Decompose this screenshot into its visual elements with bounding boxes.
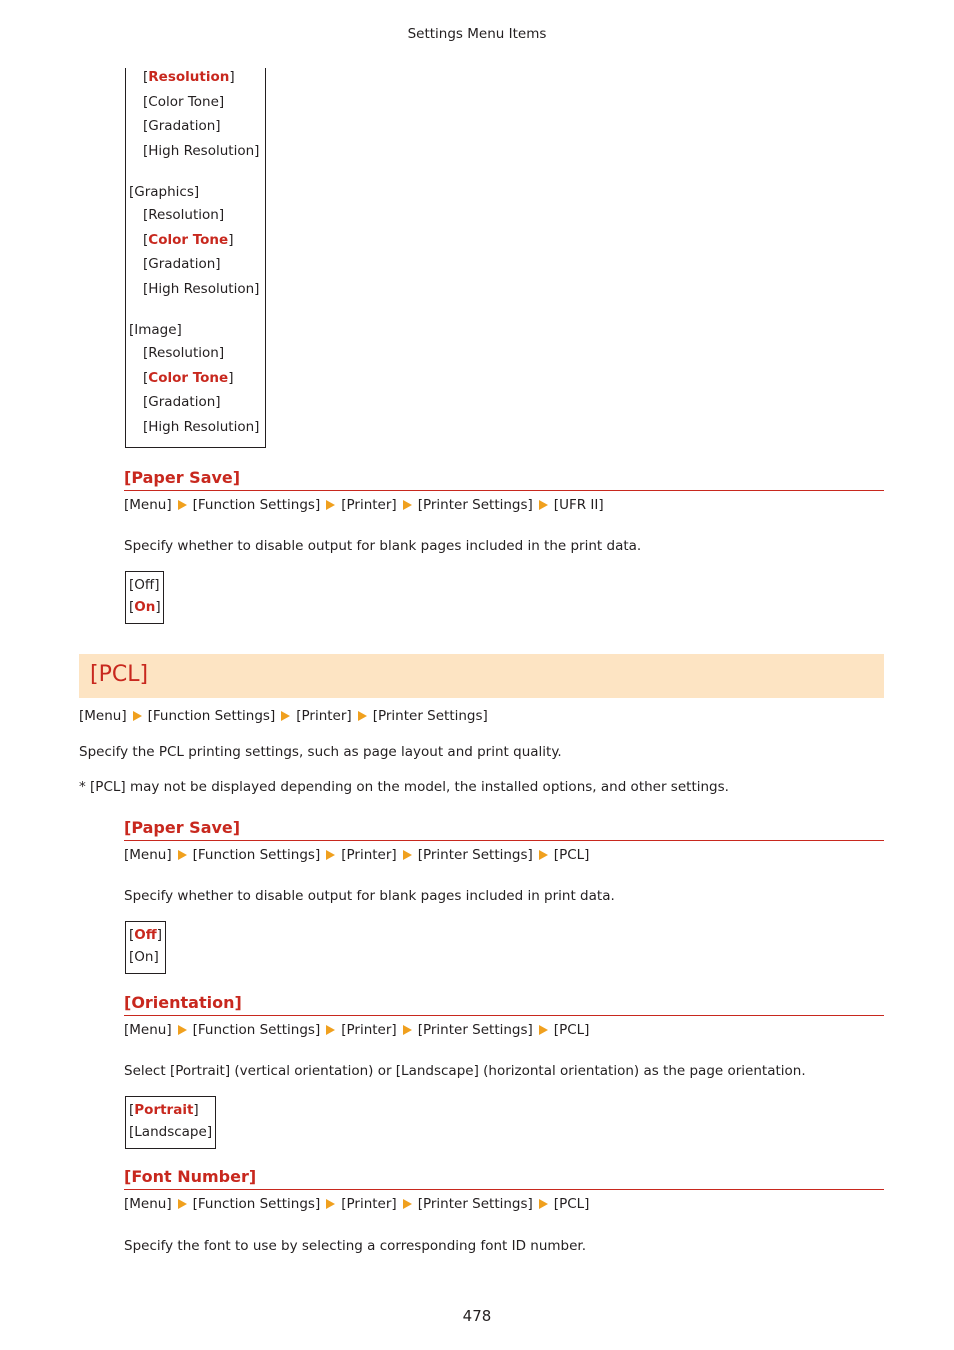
arrow-right-icon (539, 1199, 548, 1209)
arrow-right-icon (539, 850, 548, 860)
menu-path-step: [Printer] (341, 1196, 397, 1212)
arrow-right-icon (403, 1199, 412, 1209)
description-paper-save-pcl: Specify whether to disable output for blank pages included in print data. (124, 888, 615, 904)
arrow-right-icon (403, 1025, 412, 1035)
menu-path-step: [Menu] (79, 708, 127, 724)
description-font-number: Specify the font to use by selecting a corresponding font ID number. (124, 1238, 587, 1254)
arrow-right-icon (178, 1025, 187, 1035)
description-pcl: Specify the PCL printing settings, such as page layout and print quality. (79, 744, 562, 760)
menu-path-step: [Function Settings] (192, 497, 321, 513)
option-item: [Landscape] (129, 1124, 213, 1140)
option-item: [Portrait] (129, 1102, 199, 1118)
option-item: [Color Tone] (143, 93, 225, 110)
arrow-right-icon (326, 1025, 335, 1035)
option-item: [Gradation] (143, 118, 221, 134)
description-paper-save-ufr: Specify whether to disable output for blank pages included in the print data. (124, 538, 642, 554)
arrow-right-icon (358, 711, 367, 721)
arrow-right-icon (326, 850, 335, 860)
group-title-graphics: [Graphics] (129, 184, 200, 200)
section-heading-paper-save-ufr: [Paper Save] (124, 468, 884, 491)
menu-path-step: [PCL] (553, 1022, 590, 1038)
menu-path-pcl (79, 708, 488, 724)
menu-path-step: [Menu] (124, 847, 172, 863)
menu-path-step: [Printer] (341, 847, 397, 863)
arrow-right-icon (281, 711, 290, 721)
arrow-right-icon (539, 1025, 548, 1035)
menu-path-orientation (124, 1022, 589, 1038)
option-item: [On] (129, 949, 159, 965)
page-number: 478 (462, 1307, 492, 1325)
menu-path-step: [Function Settings] (192, 1022, 321, 1038)
description-orientation: Select [Portrait] (vertical orientation) or [Landscape] (horizontal orientation) as the page orientation. (124, 1063, 806, 1079)
option-item: [Gradation] (143, 256, 221, 272)
section-heading-orientation: [Orientation] (124, 993, 884, 1016)
menu-path-step: [Function Settings] (192, 1196, 321, 1212)
arrow-right-icon (403, 500, 412, 510)
menu-path-step: [UFR II] (553, 497, 604, 513)
menu-path-paper-save-pcl (124, 847, 589, 863)
menu-path-font-number (124, 1196, 589, 1212)
note-pcl: * [PCL] may not be displayed depending on the model, the installed options, and other settings. (79, 779, 729, 795)
section-heading-paper-save-pcl: [Paper Save] (124, 818, 884, 841)
arrow-right-icon (133, 711, 142, 721)
group-title-image: [Image] (129, 322, 182, 338)
menu-path-step: [Printer] (341, 497, 397, 513)
option-item: [High Resolution] (143, 280, 260, 297)
section-heading-font-number: [Font Number] (124, 1167, 884, 1190)
option-item: [Color Tone] (143, 369, 234, 386)
arrow-right-icon (178, 850, 187, 860)
menu-path-step: [Printer Settings] (417, 847, 533, 863)
arrow-right-icon (178, 500, 187, 510)
option-item: [High Resolution] (143, 142, 260, 159)
arrow-right-icon (403, 850, 412, 860)
menu-path-step: [Function Settings] (147, 708, 276, 724)
menu-path-ufr (124, 497, 604, 513)
menu-path-step: [Menu] (124, 1196, 172, 1212)
menu-path-step: [Function Settings] (192, 847, 321, 863)
arrow-right-icon (326, 500, 335, 510)
menu-path-step: [Printer] (296, 708, 352, 724)
option-item: [Resolution] (143, 207, 225, 223)
option-item: [Resolution] (143, 69, 235, 85)
menu-path-step: [Printer Settings] (417, 1022, 533, 1038)
option-item: [Off] (129, 927, 162, 943)
option-item: [Color Tone] (143, 231, 234, 248)
option-item: [Gradation] (143, 394, 221, 410)
section-banner-pcl: [PCL] (79, 654, 884, 698)
menu-path-step: [Menu] (124, 1022, 172, 1038)
menu-path-step: [Printer Settings] (417, 497, 533, 513)
menu-path-step: [Printer Settings] (417, 1196, 533, 1212)
option-item: [Off] (129, 577, 160, 593)
page-header: Settings Menu Items (407, 26, 547, 42)
arrow-right-icon (326, 1199, 335, 1209)
menu-path-step: [Printer] (341, 1022, 397, 1038)
menu-path-step: [PCL] (553, 847, 590, 863)
menu-path-step: [PCL] (553, 1196, 590, 1212)
option-item: [On] (129, 599, 161, 615)
arrow-right-icon (178, 1199, 187, 1209)
arrow-right-icon (539, 500, 548, 510)
option-item: [High Resolution] (143, 418, 260, 435)
menu-path-step: [Printer Settings] (372, 708, 488, 724)
option-item: [Resolution] (143, 345, 225, 361)
menu-path-step: [Menu] (124, 497, 172, 513)
